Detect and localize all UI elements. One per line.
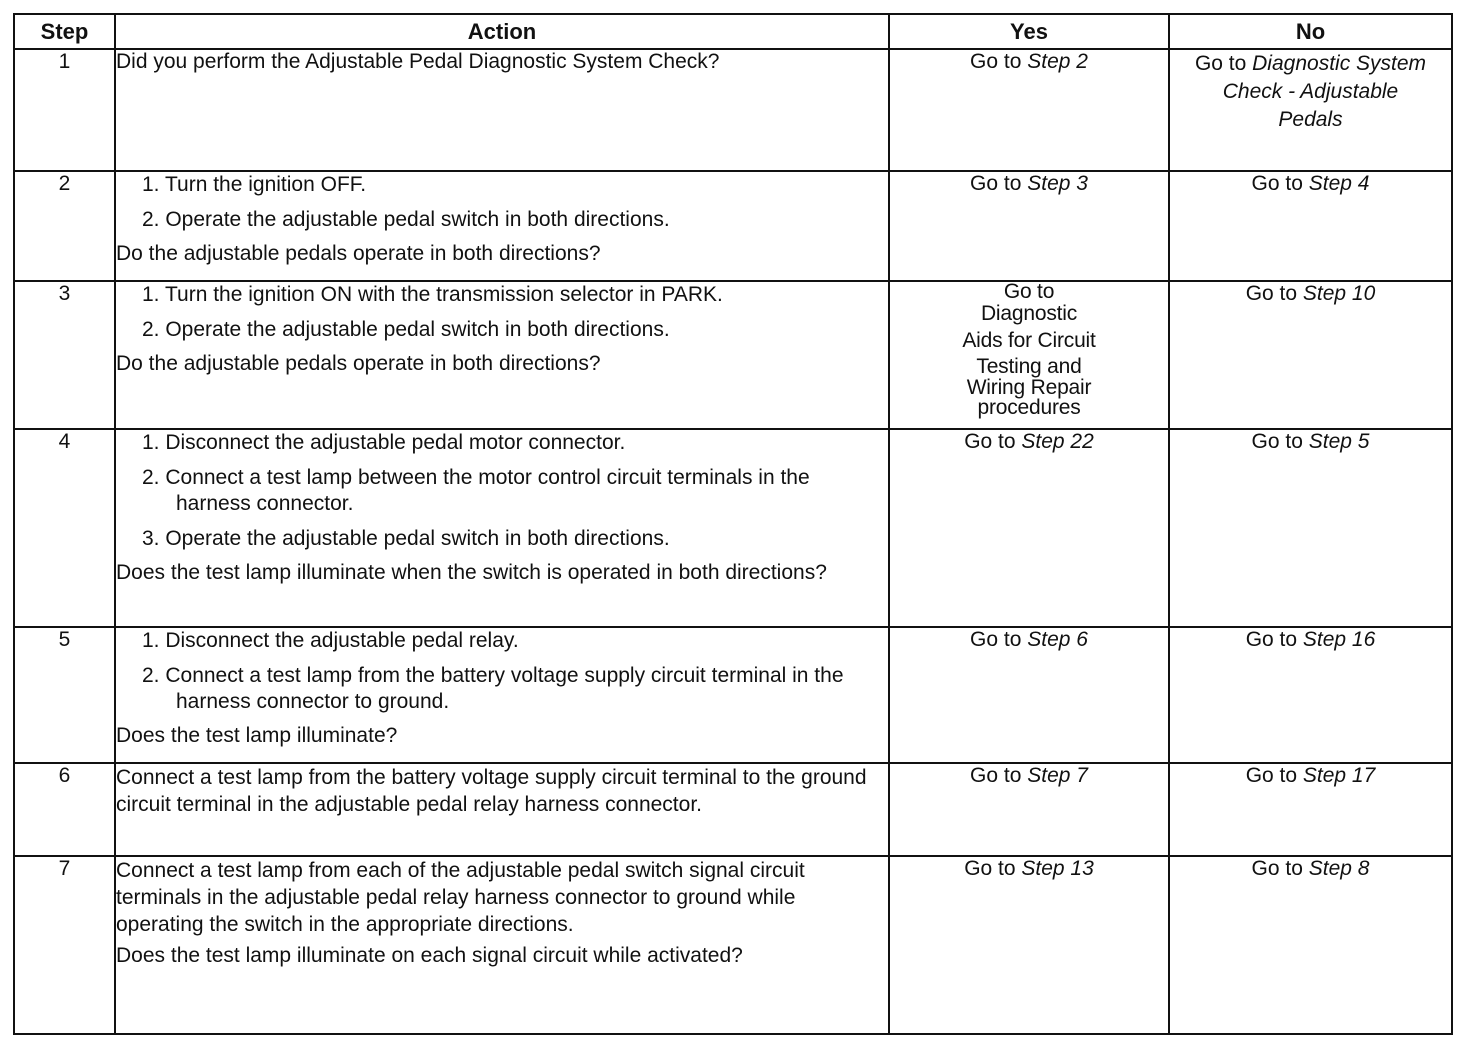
procedure-reference: Diagnostic System Check - Adjustable Pedals [1222,52,1427,131]
action-item: 1. Disconnect the adjustable pedal relay. [142,629,519,652]
no-cell: Go to Step 8 [1169,856,1452,1034]
step-reference: Step 5 [1308,430,1370,453]
no-cell: Go to Diagnostic System Check - Adjustable Pedals [1169,49,1452,171]
table-row [14,171,1452,281]
question: Does the test lamp illuminate when the switch is operated in both directions? [116,561,827,584]
yes-cell: Go to Step 7 [889,763,1169,856]
action-item: 2. Connect a test lamp between the motor control circuit terminals in the harness connector. [142,466,810,515]
action-cell [115,171,889,281]
yes-line: Aids for Circuit [962,329,1096,352]
action-cell [115,281,889,429]
no-cell: Go to Step 10 [1169,281,1452,429]
action-list [116,172,888,233]
step-reference: Step 6 [1027,628,1088,651]
yes-cell: Go to Step 3 [889,171,1169,281]
step-reference: Step 10 [1302,282,1376,305]
action-item: 2. Operate the adjustable pedal switch in both directions. [142,318,670,341]
step-reference: Step 3 [1027,172,1088,195]
step-number: 7 [14,856,115,1034]
yes-cell: Go to Step 2 [889,49,1169,171]
step-number: 3 [14,281,115,429]
action-item: 1. Turn the ignition OFF. [142,173,367,196]
header-step: Step [14,14,115,49]
yes-line: Diagnostic [980,302,1078,325]
action-item: 1. Disconnect the adjustable pedal motor connector. [142,431,626,454]
step-reference: Step 17 [1302,764,1376,787]
no-cell: Go to Step 16 [1169,627,1452,763]
header-action: Action [115,14,889,49]
action-list [116,430,888,552]
question: Do the adjustable pedals operate in both directions? [116,352,601,375]
action-cell [115,627,889,763]
table-row [14,763,1452,856]
step-number: 6 [14,763,115,856]
yes-cell [889,281,1169,429]
action-list [116,628,888,715]
action-cell [115,856,889,1034]
yes-line: Wiring Repair [966,376,1092,399]
action-item: 2. Operate the adjustable pedal switch in both directions. [142,208,670,231]
yes-cell: Go to Step 22 [889,429,1169,627]
header-no: No [1169,14,1452,49]
action-item: 1. Turn the ignition ON with the transmission selector in PARK. [142,283,723,306]
yes-cell: Go to Step 13 [889,856,1169,1034]
question: Does the test lamp illuminate? [116,724,398,747]
no-cell: Go to Step 5 [1169,429,1452,627]
table-row [14,281,1452,429]
table-row [14,429,1452,627]
action-list [116,282,888,343]
header-yes: Yes [889,14,1169,49]
question: Connect a test lamp from the battery voltage supply circuit terminal to the ground circuit terminal in the adjustable pedal relay harness connector. [116,766,867,816]
yes-line: Testing and [976,355,1082,378]
step-number: 2 [14,171,115,281]
no-cell: Go to Step 17 [1169,763,1452,856]
question: Do the adjustable pedals operate in both directions? [116,242,601,265]
table-row [14,627,1452,763]
table-row [14,49,1452,171]
table-row [14,856,1452,1034]
action-cell [115,763,889,856]
no-cell: Go to Step 4 [1169,171,1452,281]
step-number: 4 [14,429,115,627]
step-reference: Step 22 [1021,430,1094,453]
header-row [14,14,1452,49]
action-item: 3. Operate the adjustable pedal switch in both directions. [142,527,670,550]
step-reference: Step 13 [1021,857,1094,880]
step-reference: Step 4 [1308,172,1370,195]
action-cell [115,429,889,627]
action-cell [115,49,889,171]
question: Did you perform the Adjustable Pedal Diagnostic System Check? [116,50,720,73]
step-reference: Step 8 [1308,857,1370,880]
action-item: 2. Connect a test lamp from the battery voltage supply circuit terminal in the harness connector to ground. [142,664,844,713]
yes-line: procedures [977,396,1081,419]
step-number: 5 [14,627,115,763]
yes-line: Go to [1003,280,1055,303]
step-reference: Step 2 [1027,50,1088,73]
instruction: Connect a test lamp from each of the adjustable pedal switch signal circuit terminals in the adjustable pedal relay harness connector to ground while operating the switch in the appropriate directions. [116,859,805,936]
step-number: 1 [14,49,115,171]
yes-cell: Go to Step 6 [889,627,1169,763]
question: Does the test lamp illuminate on each signal circuit while activated? [116,944,743,967]
step-reference: Step 16 [1302,628,1376,651]
step-reference: Step 7 [1027,764,1088,787]
diagnostic-table [13,13,1453,1035]
